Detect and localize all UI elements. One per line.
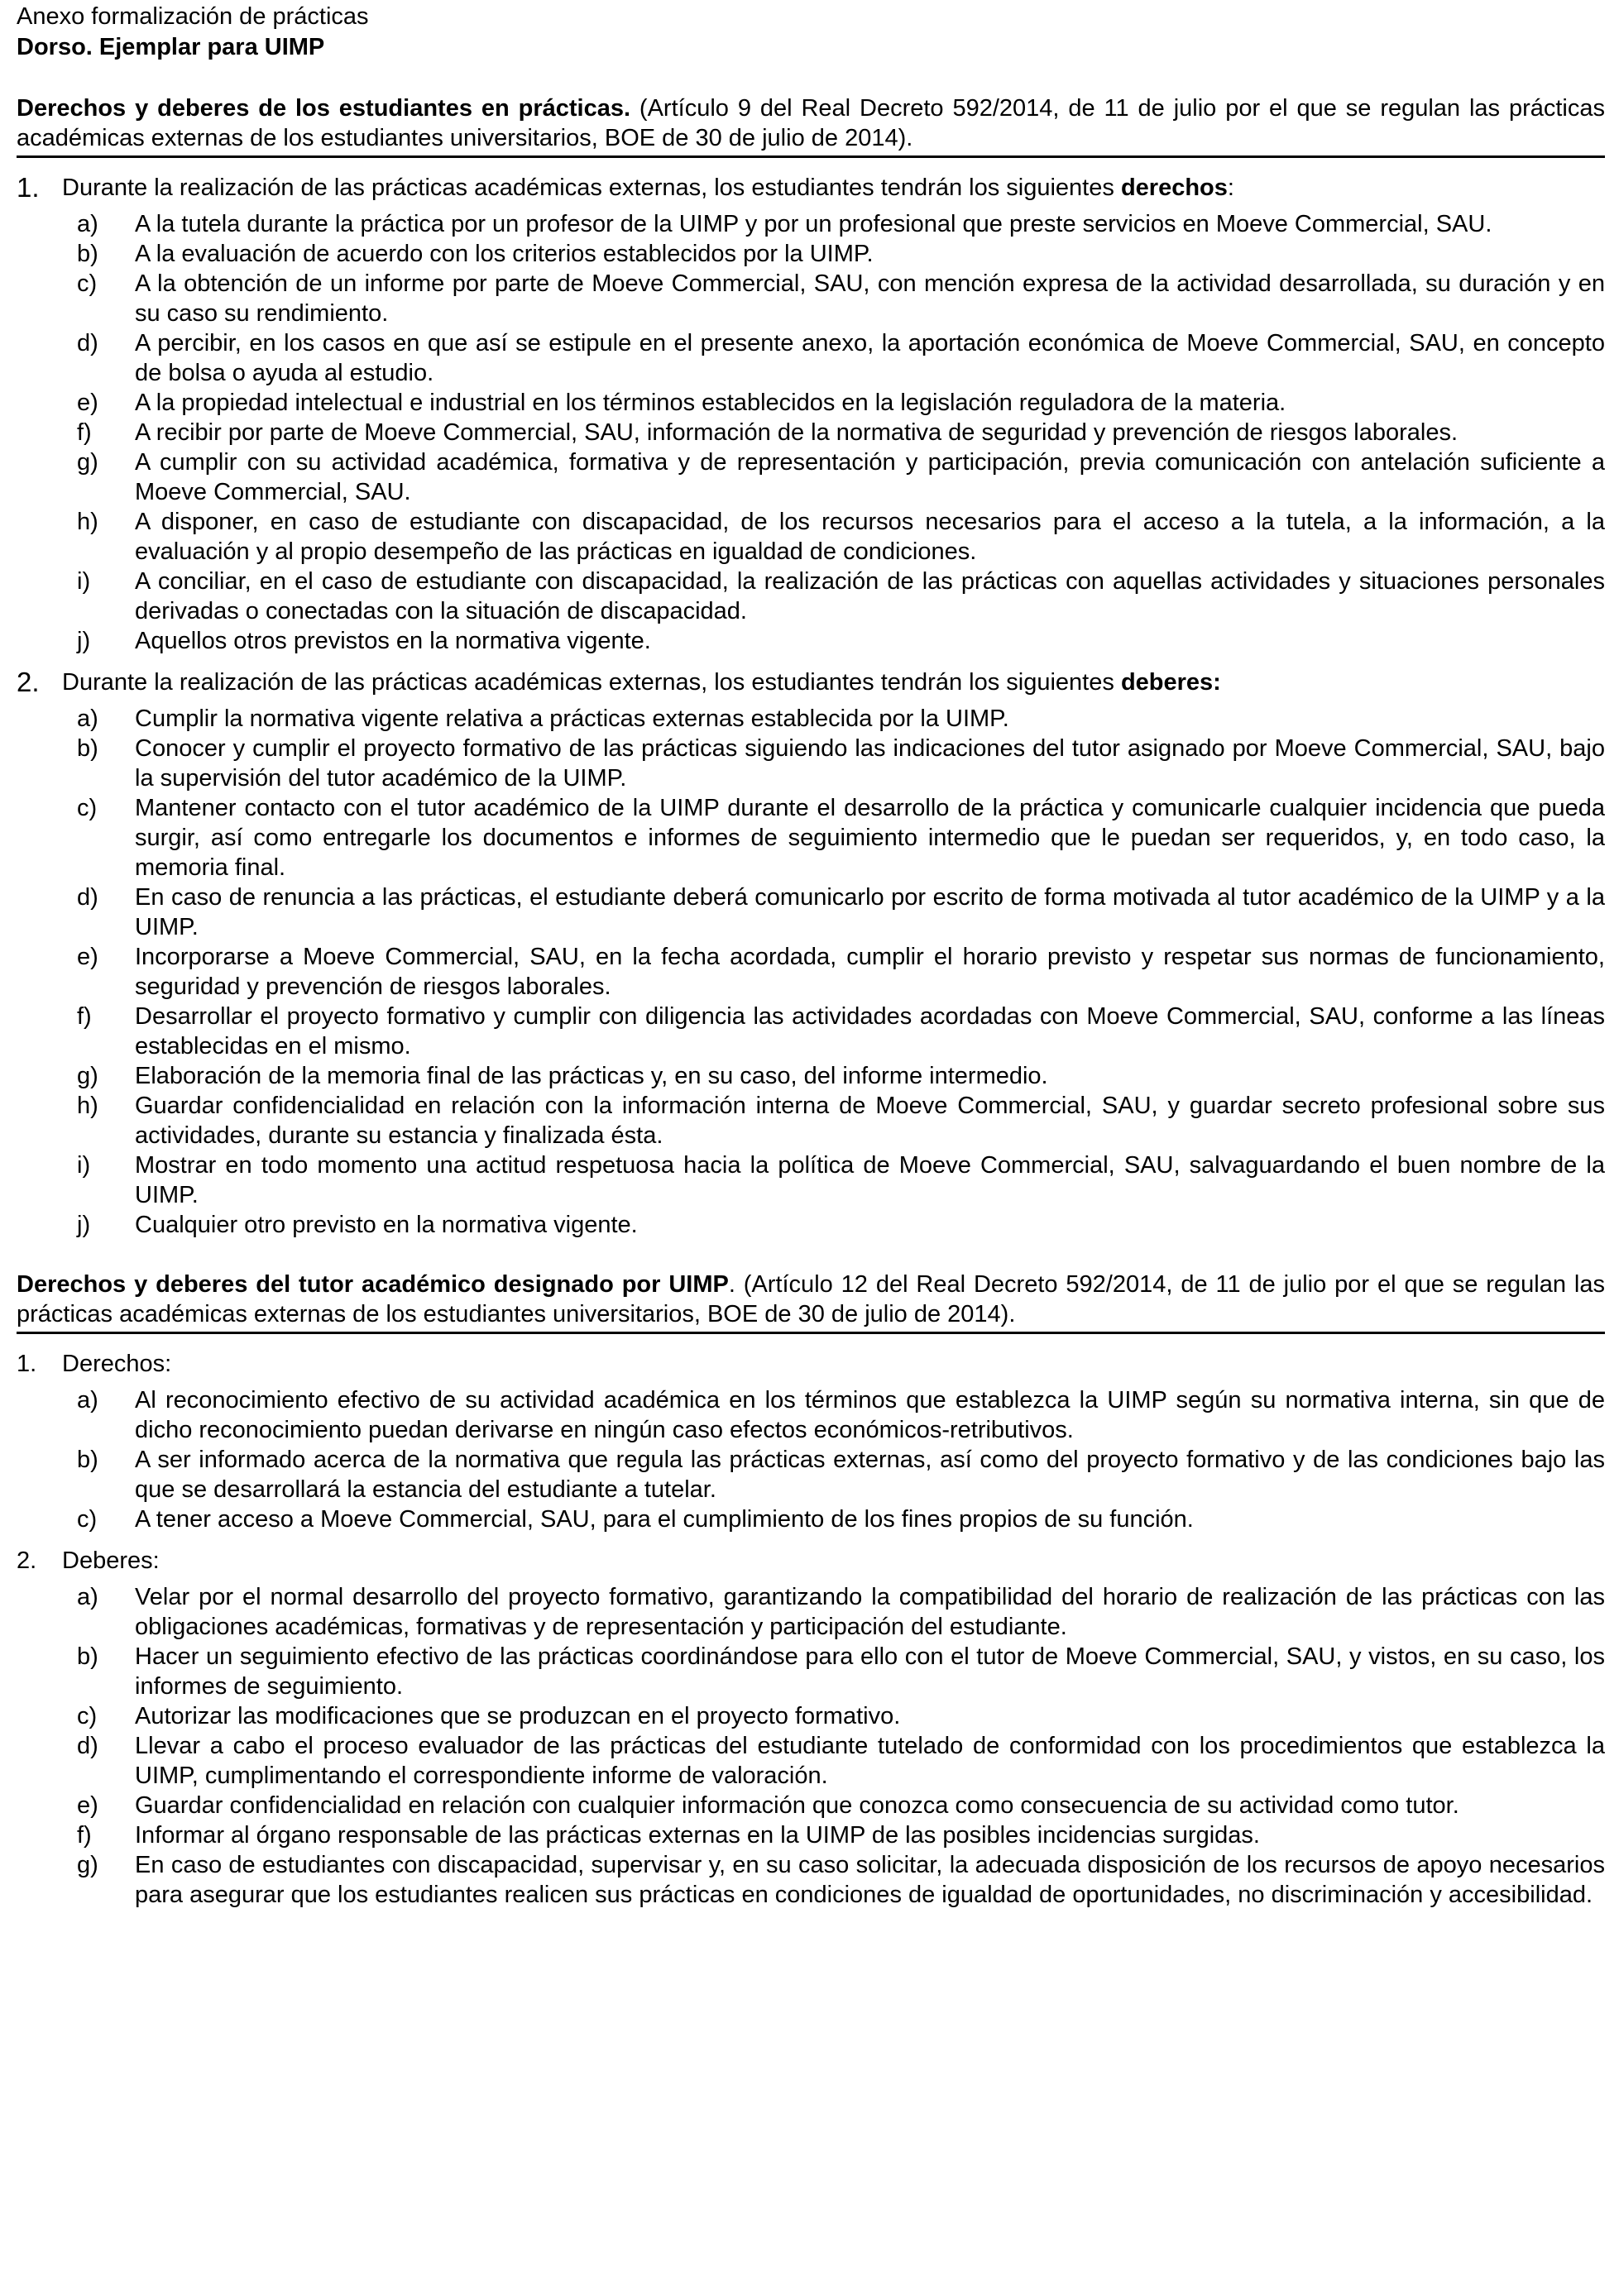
list-item-text: A recibir por parte de Moeve Commercial, SAU, información de la normativa de seguridad y prevención de riesgos laborales.	[135, 419, 1459, 446]
list-item-text: A la tutela durante la práctica por un profesor de la UIMP y por un profesional que preste servicios en Moeve Commercial, SAU.	[135, 211, 1492, 237]
students-rights-list	[17, 209, 1605, 656]
students-duties-heading	[17, 667, 1605, 697]
list-item-text: A cumplir con su actividad académica, formativa y de representación y participación, previa comunicación con antelación suficiente a Moeve Commercial, SAU.	[135, 449, 1605, 505]
list-item	[17, 418, 1605, 447]
list-item	[17, 1385, 1605, 1445]
students-duties-intro: Durante la realización de las prácticas académicas externas, los estudiantes tendrán los siguientes	[62, 669, 1121, 696]
header-subtitle: Dorso. Ejemplar para UIMP	[17, 34, 325, 60]
tutor-section-heading	[17, 1270, 1605, 1334]
students-duties-number: 2.	[17, 667, 40, 697]
list-item-text: Incorporarse a Moeve Commercial, SAU, en la fecha acordada, cumplir el horario previsto y respetar sus normas de funcionamiento, seguridad y prevención de riesgos laborales.	[135, 944, 1605, 1000]
list-item-text: Guardar confidencialidad en relación con cualquier información que conozca como consecuencia de su actividad como tutor.	[135, 1792, 1459, 1819]
list-item-letter: f)	[77, 419, 92, 446]
list-item-letter: c)	[77, 270, 98, 297]
list-item-letter: a)	[77, 211, 98, 237]
list-item-letter: j)	[77, 1212, 91, 1238]
list-item-letter: c)	[77, 1506, 98, 1533]
tutor-section-title: Derechos y deberes del tutor académico designado por UIMP	[17, 1271, 729, 1298]
tutor-duties-label: Deberes:	[62, 1547, 160, 1574]
list-item-text: A la propiedad intelectual e industrial en los términos establecidos en la legislación reguladora de la materia.	[135, 390, 1286, 416]
tutor-section-reference: . (Artículo 12 del Real Decreto 592/2014, de 11 de julio por el que se regulan las prácticas académicas externas de los estudiantes universitarios, BOE de 30 de julio de 2014).	[17, 1271, 1605, 1327]
list-item-letter: h)	[77, 509, 98, 535]
list-item	[17, 1091, 1605, 1150]
list-item	[17, 1504, 1605, 1534]
list-item-letter: j)	[77, 628, 91, 654]
list-item-letter: c)	[77, 795, 98, 821]
tutor-rights-label: Derechos:	[62, 1351, 172, 1377]
students-rights-keyword: derechos	[1120, 175, 1228, 201]
students-section-title: Derechos y deberes de los estudiantes en prácticas.	[17, 95, 631, 122]
list-item	[17, 883, 1605, 942]
students-rights-intro: Durante la realización de las prácticas académicas externas, los estudiantes tendrán los siguientes	[62, 175, 1121, 201]
list-item	[17, 1445, 1605, 1504]
list-item-text: A ser informado acerca de la normativa que regula las prácticas externas, así como del proyecto formativo y de las condiciones bajo las que se desarrollará la estancia del estudiante a tutelar.	[135, 1447, 1605, 1503]
list-item-letter: b)	[77, 1447, 98, 1473]
list-item	[17, 1061, 1605, 1091]
list-item	[17, 328, 1605, 388]
list-item-text: En caso de estudiantes con discapacidad, supervisar y, en su caso solicitar, la adecuada disposición de los recursos de apoyo necesarios para asegurar que los estudiantes realicen sus prácticas en condiciones de igualdad de oportunidades, no discriminación y accesibilidad.	[135, 1852, 1605, 1908]
list-item	[17, 1701, 1605, 1731]
list-item-letter: g)	[77, 1852, 98, 1878]
list-item	[17, 1002, 1605, 1061]
list-item-letter: b)	[77, 1643, 98, 1670]
list-item-letter: e)	[77, 390, 98, 416]
list-item-letter: c)	[77, 1703, 98, 1729]
list-item-text: Velar por el normal desarrollo del proyecto formativo, garantizando la compatibilidad del horario de realización de las prácticas con las obligaciones académicas, formativas y de representación y participación del estudiante.	[135, 1584, 1605, 1640]
list-item	[17, 269, 1605, 328]
tutor-duties-list	[17, 1582, 1605, 1910]
list-item	[17, 734, 1605, 793]
list-item-text: Cumplir la normativa vigente relativa a prácticas externas establecida por la UIMP.	[135, 706, 1009, 732]
list-item	[17, 1582, 1605, 1642]
list-item-text: A la evaluación de acuerdo con los criterios establecidos por la UIMP.	[135, 241, 874, 267]
students-rights-suffix: :	[1227, 175, 1234, 201]
list-item-text: Autorizar las modificaciones que se produzcan en el proyecto formativo.	[135, 1703, 901, 1729]
list-item	[17, 1210, 1605, 1240]
tutor-duties-number: 2.	[17, 1547, 37, 1574]
list-item	[17, 793, 1605, 883]
list-item	[17, 704, 1605, 734]
list-item-text: Elaboración de la memoria final de las prácticas y, en su caso, del informe intermedio.	[135, 1063, 1048, 1089]
list-item-letter: i)	[77, 1152, 91, 1179]
list-item-letter: a)	[77, 1584, 98, 1610]
students-section-heading	[17, 93, 1605, 158]
list-item	[17, 507, 1605, 567]
list-item-text: Al reconocimiento efectivo de su actividad académica en los términos que establezca la UIMP según su normativa interna, sin que de dicho reconocimiento puedan derivarse en ningún caso efectos económicos-retributivos.	[135, 1387, 1605, 1443]
list-item-text: Aquellos otros previstos en la normativa vigente.	[135, 628, 651, 654]
list-item	[17, 626, 1605, 656]
tutor-rights-list	[17, 1385, 1605, 1534]
tutor-rights-number: 1.	[17, 1351, 37, 1377]
list-item-letter: d)	[77, 884, 98, 911]
students-rights-heading	[17, 173, 1605, 203]
header-title: Anexo formalización de prácticas	[17, 3, 369, 30]
document-header	[17, 0, 1605, 63]
list-item	[17, 239, 1605, 269]
list-item-text: Conocer y cumplir el proyecto formativo de las prácticas siguiendo las indicaciones del tutor asignado por Moeve Commercial, SAU, bajo la supervisión del tutor académico de la UIMP.	[135, 735, 1605, 792]
list-item	[17, 1820, 1605, 1850]
list-item	[17, 388, 1605, 418]
list-item-text: A percibir, en los casos en que así se estipule en el presente anexo, la aportación económica de Moeve Commercial, SAU, en concepto de bolsa o ayuda al estudio.	[135, 330, 1605, 386]
list-item-text: Cualquier otro previsto en la normativa vigente.	[135, 1212, 638, 1238]
list-item	[17, 942, 1605, 1002]
tutor-rights-heading	[17, 1349, 1605, 1379]
list-item-text: En caso de renuncia a las prácticas, el estudiante deberá comunicarlo por escrito de forma motivada al tutor académico de la UIMP y a la UIMP.	[135, 884, 1605, 940]
students-duties-keyword: deberes:	[1120, 669, 1221, 696]
list-item-text: Guardar confidencialidad en relación con la información interna de Moeve Commercial, SAU, y guardar secreto profesional sobre sus actividades, durante su estancia y finalizada ésta.	[135, 1093, 1605, 1149]
list-item-letter: e)	[77, 944, 98, 970]
list-item	[17, 1642, 1605, 1701]
list-item-letter: f)	[77, 1822, 92, 1849]
list-item-letter: a)	[77, 706, 98, 732]
list-item-text: A la obtención de un informe por parte de Moeve Commercial, SAU, con mención expresa de la actividad desarrollada, su duración y en su caso su rendimiento.	[135, 270, 1605, 327]
list-item	[17, 447, 1605, 507]
list-item-text: Informar al órgano responsable de las prácticas externas en la UIMP de las posibles incidencias surgidas.	[135, 1822, 1260, 1849]
list-item-letter: a)	[77, 1387, 98, 1413]
list-item	[17, 1150, 1605, 1210]
list-item-letter: h)	[77, 1093, 98, 1119]
list-item-letter: g)	[77, 449, 98, 476]
list-item-text: Mostrar en todo momento una actitud respetuosa hacia la política de Moeve Commercial, SAU, salvaguardando el buen nombre de la UIMP.	[135, 1152, 1605, 1208]
list-item	[17, 567, 1605, 626]
list-item-text: Desarrollar el proyecto formativo y cumplir con diligencia las actividades acordadas con Moeve Commercial, SAU, conforme a las líneas establecidas en el mismo.	[135, 1003, 1605, 1060]
list-item-text: Llevar a cabo el proceso evaluador de las prácticas del estudiante tutelado de conformidad con los procedimientos que establezca la UIMP, cumplimentando el correspondiente informe de valoración.	[135, 1733, 1605, 1789]
list-item	[17, 1791, 1605, 1820]
list-item-letter: b)	[77, 735, 98, 762]
list-item-text: A disponer, en caso de estudiante con discapacidad, de los recursos necesarios para el acceso a la tutela, a la información, a la evaluación y al propio desempeño de las prácticas en igualdad de condiciones.	[135, 509, 1605, 565]
list-item	[17, 1731, 1605, 1791]
list-item-text: A tener acceso a Moeve Commercial, SAU, para el cumplimiento de los fines propios de su función.	[135, 1506, 1194, 1533]
list-item-letter: d)	[77, 1733, 98, 1759]
list-item-letter: f)	[77, 1003, 92, 1030]
list-item	[17, 209, 1605, 239]
list-item-letter: i)	[77, 568, 91, 595]
list-item-text: A conciliar, en el caso de estudiante con discapacidad, la realización de las prácticas con aquellas actividades y situaciones personales derivadas o conectadas con la situación de discapacidad.	[135, 568, 1605, 624]
document-page	[17, 0, 1605, 1910]
list-item-letter: b)	[77, 241, 98, 267]
students-duties-list	[17, 704, 1605, 1240]
list-item-text: Mantener contacto con el tutor académico de la UIMP durante el desarrollo de la práctica y comunicarle cualquier incidencia que pueda surgir, así como entregarle los documentos e informes de seguimiento intermedio que le puedan ser requeridos, y, en todo caso, la memoria final.	[135, 795, 1605, 881]
list-item-text: Hacer un seguimiento efectivo de las prácticas coordinándose para ello con el tutor de Moeve Commercial, SAU, y vistos, en su caso, los informes de seguimiento.	[135, 1643, 1605, 1700]
tutor-duties-heading	[17, 1546, 1605, 1576]
students-rights-number: 1.	[17, 172, 40, 203]
students-section-reference: (Artículo 9 del Real Decreto 592/2014, de 11 de julio por el que se regulan las prácticas académicas externas de los estudiantes universitarios, BOE de 30 de julio de 2014).	[17, 95, 1605, 151]
list-item-letter: d)	[77, 330, 98, 356]
list-item-letter: e)	[77, 1792, 98, 1819]
list-item	[17, 1850, 1605, 1910]
list-item-letter: g)	[77, 1063, 98, 1089]
